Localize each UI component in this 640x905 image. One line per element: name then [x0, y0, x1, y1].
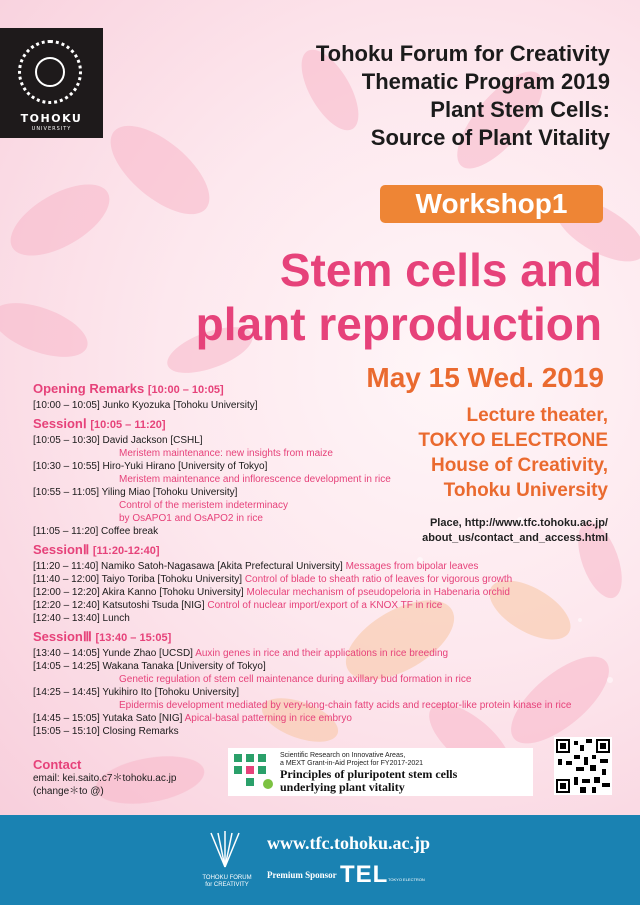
program-title: Tohoku Forum for Creativity Thematic Program 2019 Plant Stem Cells: Source of Plant Vitality: [315, 41, 610, 150]
tfc-logo-icon: [205, 829, 245, 869]
grant-small-text: Scientific Research on Innovative Areas, a MEXT Grant-in-Aid Project for FY2017-2021: [280, 752, 424, 767]
plant-network-icon: [232, 752, 276, 792]
place-link[interactable]: Place, http://www.tfc.tohoku.ac.jp/ about_us/contact_and_access.html: [422, 517, 608, 544]
schedule-row: [12:00 – 12:20] Akira Kanno [Tohoku University] Molecular mechanism of pseudopeloria in Habenaria orchid: [33, 587, 510, 598]
schedule-row: [10:30 – 10:55] Hiro-Yuki Hirano [University of Tokyo]: [33, 461, 268, 472]
tel-logo-small: TOKYO ELECTRON: [388, 877, 425, 882]
footer: [0, 815, 640, 905]
event-date: May 15 Wed. 2019: [366, 362, 604, 393]
schedule-row: [14:25 – 14:45] Yukihiro Ito [Tohoku University]: [33, 687, 240, 698]
venue: Lecture theater, TOKYO ELECTRONE House of Creativity, Tohoku University: [418, 405, 608, 501]
talk-title: Genetic regulation of stem cell maintenance during axillary bud formation in rice: [119, 674, 472, 685]
contact-email[interactable]: email: kei.saito.c7＊tohoku.ac.jp: [33, 773, 177, 784]
talk-title: Meristem maintenance: new insights from maize: [119, 448, 333, 459]
schedule-row: [10:00 – 10:05] Junko Kyozuka [Tohoku University]: [33, 400, 258, 411]
logo-emblem-icon: [18, 40, 82, 104]
logo-name: TOHOKU: [20, 112, 83, 125]
grant-banner: [228, 748, 533, 796]
talk-title: Epidermis development mediated by very-long-chain fatty acids and receptor-like protein kinase in rice: [119, 700, 572, 711]
schedule-row: [12:20 – 12:40] Katsutoshi Tsuda [NIG] Control of nuclear import/export of a KNOX TF in rice: [33, 600, 443, 611]
schedule: [33, 380, 623, 738]
logo-sub: UNIVERSITY: [31, 126, 72, 132]
talk-title: by OsAPO1 and OsAPO2 in rice: [119, 513, 263, 524]
contact: [33, 757, 176, 798]
schedule-row: [14:45 – 15:05] Yutaka Sato [NIG] Apical-basal patterning in rice embryo: [33, 713, 352, 724]
workshop-badge: Workshop1: [380, 185, 603, 223]
tohoku-university-logo: [0, 28, 103, 138]
footer-url-link[interactable]: www.tfc.tohoku.ac.jp: [267, 833, 431, 853]
contact-title: Contact: [33, 757, 82, 772]
schedule-row: [11:20 – 11:40] Namiko Satoh-Nagasawa [Akita Prefectural University] Messages from bipolar leaves: [33, 561, 479, 572]
tfc-logo-text: TOHOKU FORUM for CREATIVITY: [202, 875, 252, 888]
schedule-row: [13:40 – 14:05] Yunde Zhao [UCSD] Auxin genes in rice and their applications in rice breeding: [33, 648, 449, 659]
schedule-row: [15:05 – 15:10] Closing Remarks: [33, 726, 179, 737]
talk-title: Meristem maintenance and inflorescence development in rice: [119, 474, 391, 485]
main-title: Stem cells and plant reproduction: [195, 244, 602, 350]
talk-title: Control of the meristem indeterminacy: [119, 500, 288, 511]
schedule-row: [12:40 – 13:40] Lunch: [33, 613, 130, 624]
session1-header: SessionⅠ [10:05 – 11:20]: [33, 416, 166, 431]
schedule-row: [10:05 – 10:30] David Jackson [CSHL]: [33, 435, 203, 446]
schedule-row: [11:05 – 11:20] Coffee break: [33, 526, 159, 537]
contact-note: (change＊to @): [33, 786, 104, 797]
sponsor-label: Premium Sponsor: [267, 870, 337, 880]
qr-code-icon[interactable]: [554, 737, 612, 795]
opening-header: Opening Remarks [10:00 – 10:05]: [33, 381, 224, 396]
session3-header: SessionⅢ [13:40 – 15:05]: [33, 629, 172, 644]
session2-header: SessionⅡ [11:20-12:40]: [33, 542, 160, 557]
schedule-row: [11:40 – 12:00] Taiyo Toriba [Tohoku University] Control of blade to sheath ratio of leaves for vigorous growth: [33, 574, 513, 585]
schedule-row: [14:05 – 14:25] Wakana Tanaka [University of Tokyo]: [33, 661, 266, 672]
tel-logo: TEL: [340, 861, 389, 888]
schedule-row: [10:55 – 11:05] Yiling Miao [Tohoku University]: [33, 487, 238, 498]
grant-title: Principles of pluripotent stem cells underlying plant vitality: [280, 767, 458, 794]
